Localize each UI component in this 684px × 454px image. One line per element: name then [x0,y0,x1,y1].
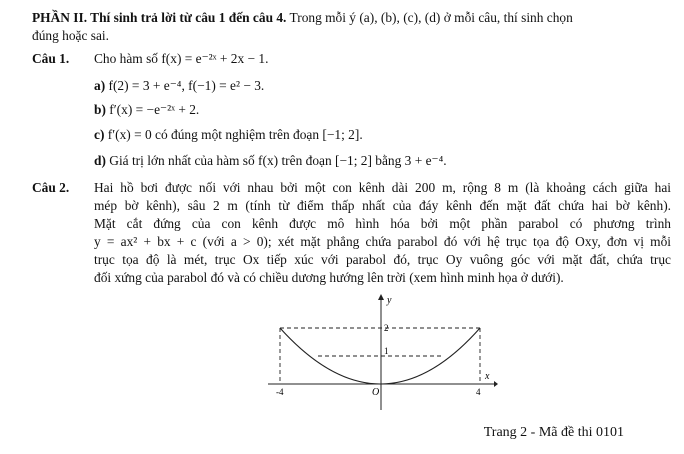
q1-item-a-letter: a) [94,78,106,93]
tick-label-y1: 1 [384,346,389,356]
q1-item-b [94,101,199,118]
q2-label [32,179,69,196]
y-axis-arrow [378,294,384,300]
q2-line-3: Mặt cắt đứng của con kênh được mô hình hóa bởi một phần parabol có phương trình [94,216,671,231]
y-axis-label: y [387,295,392,306]
q1-stem: Cho hàm số f(x) = e⁻²ˣ + 2x − 1. [94,51,269,66]
tick-label-y2: 2 [384,323,389,333]
q2-line-1: Hai hồ bơi được nối với nhau bởi một con kênh dài 200 m, rộng 8 m (là khoảng cách giữa hai [94,180,671,195]
q1-item-b-letter: b) [94,102,106,117]
q2-line-6: đối xứng của parabol đó và có chiều dương hướng lên trời (xem hình minh họa ở dưới). [94,270,564,285]
q2-label-text: Câu 2. [32,180,70,195]
q1-label [32,50,69,67]
q1-item-d-text: Giá trị lớn nhất của hàm số f(x) trên đoạn [−1; 2] bằng 3 + e⁻⁴. [109,153,447,168]
q1-item-c-text: f′(x) = 0 có đúng một nghiệm trên đoạn [−1; 2]. [107,127,363,142]
q1-item-a [94,77,264,94]
q2-line-5: trục tọa độ là mét, trục Ox tiếp xúc với parabol đó, trục Oy vuông góc với mặt đất, chứa trục [94,252,671,267]
x-axis-label: x [485,371,490,382]
q1-item-a-text: f(2) = 3 + e⁻⁴, f(−1) = e² − 3. [108,78,265,93]
tick-label-xpos: 4 [476,387,481,397]
part-heading [32,9,573,26]
page-footer: Trang 2 - Mã đề thi 0101 [483,425,624,440]
canal-figure [268,292,498,410]
parabola-curve [280,328,480,384]
q2-line-2: mép bờ kênh), sâu 2 m (tính từ điểm thấp nhất của đáy kênh đến mặt đất chứa hai bờ kênh). [94,198,671,213]
part-heading-rest: Trong mỗi ý (a), (b), (c), (d) ở mỗi câu, thí sinh chọn [286,10,573,25]
q1-label-text: Câu 1. [32,51,70,66]
origin-label: O [372,387,380,398]
q1-item-c-letter: c) [94,127,105,142]
q1-item-c [94,126,363,143]
q2-line-4: y = ax² + bx + c (với a > 0); xét mặt phẳng chứa parabol đó với hệ trục tọa độ Oxy, đơn vị mỗi [94,234,671,249]
q1-item-d [94,152,447,169]
x-axis-arrow [494,381,498,387]
part-heading-line2: đúng hoặc sai. [32,28,109,43]
q1-item-d-letter: d) [94,153,106,168]
part-heading-bold: PHẦN II. Thí sinh trả lời từ câu 1 đến câu 4. [32,10,287,25]
q1-item-b-text: f′(x) = −e⁻²ˣ + 2. [109,102,200,117]
tick-label-xneg: -4 [276,387,284,397]
